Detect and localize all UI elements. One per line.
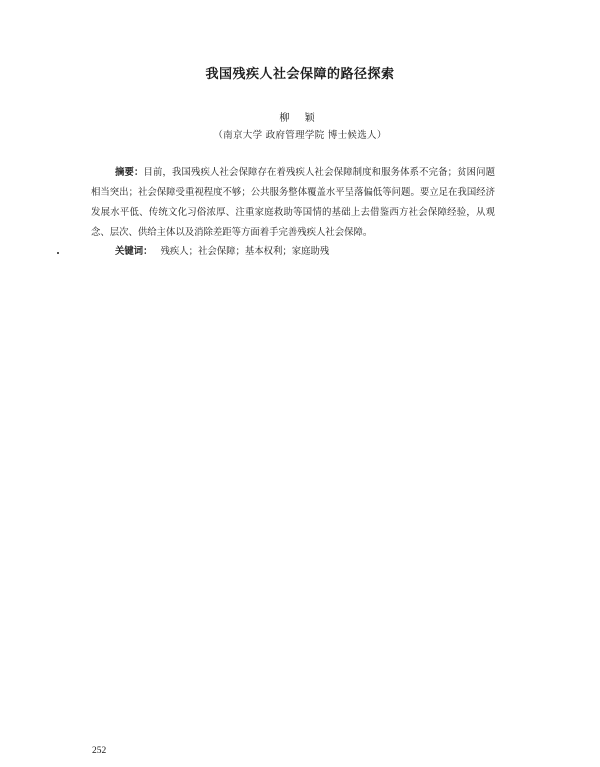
author-name: 柳 颖	[279, 113, 321, 124]
paper-title: 我国残疾人社会保障的路径探索	[205, 67, 395, 82]
abstract-text: 目前，我国残疾人社会保障存在着残疾人社会保障制度和服务体系不完备；贫困问题相当突出；社会保障受重视程度不够；公共服务整体覆盖水平呈落偏低等问题。要立足在我国经济发展水平低、传统文化习俗浓厚、注重家庭救助等国情的基础上去借鉴西方社会保障经验，从观念、层次、供给主体以及消除差距等方面着手完善残疾人社会保障。	[91, 167, 495, 238]
abstract	[91, 163, 495, 243]
author-affiliation: （南京大学 政府管理学院 博士候选人）	[213, 130, 387, 141]
scan-mark	[57, 252, 59, 254]
keywords-text: 残疾人；社会保障；基本权利；家庭助残	[160, 246, 330, 257]
keywords	[115, 243, 329, 257]
page-number: 252	[92, 746, 107, 756]
abstract-label: 摘要：	[115, 167, 144, 178]
keywords-label: 关键词：	[115, 246, 153, 257]
